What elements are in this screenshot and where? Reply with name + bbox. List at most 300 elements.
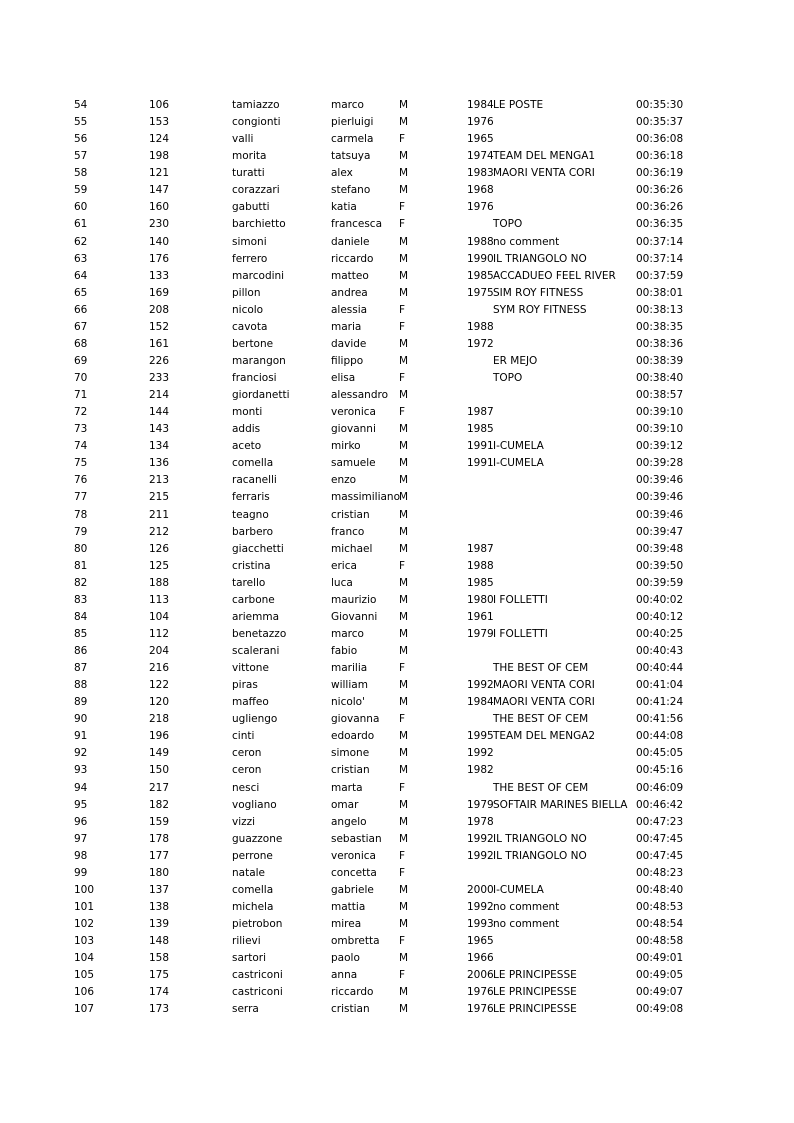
surname-cell: scalerani (232, 645, 280, 657)
position-cell: 78 (74, 508, 88, 521)
table-row (0, 660, 794, 677)
birth-year-cell: 1992 (467, 679, 494, 692)
sex-cell: M (399, 815, 409, 828)
bib-cell: 211 (149, 508, 170, 521)
bib-cell: 150 (149, 764, 170, 777)
time-cell: 00:35:30 (636, 99, 684, 111)
position-cell: 55 (74, 116, 88, 129)
bib-cell: 182 (149, 798, 170, 811)
position-cell: 76 (74, 474, 88, 487)
time-cell: 00:35:37 (636, 116, 684, 129)
table-row (0, 199, 794, 216)
first-name-cell: ombretta (331, 935, 380, 948)
first-name-cell: davide (331, 337, 367, 350)
bib-cell: 148 (149, 935, 170, 948)
first-name-cell: katia (331, 201, 357, 214)
position-cell: 90 (74, 713, 88, 726)
first-name-cell: nicolo' (331, 696, 365, 709)
surname-cell: castriconi (232, 986, 283, 999)
first-name-cell: Giovanni (331, 610, 378, 623)
position-cell: 71 (74, 389, 88, 402)
time-cell: 00:39:28 (636, 457, 684, 470)
first-name-cell: stefano (331, 184, 371, 197)
first-name-cell: tatsuya (331, 150, 371, 163)
position-cell: 96 (74, 815, 88, 828)
sex-cell: M (399, 116, 409, 129)
table-row (0, 114, 794, 131)
table-row (0, 831, 794, 848)
table-row (0, 558, 794, 575)
sex-cell: M (399, 986, 409, 999)
sex-cell: M (399, 730, 409, 743)
surname-cell: monti (232, 406, 263, 419)
sex-cell: F (399, 781, 406, 794)
position-cell: 104 (74, 952, 95, 965)
surname-cell: ceron (232, 764, 262, 777)
table-row (0, 916, 794, 933)
first-name-cell: alessandro (331, 389, 389, 402)
bib-cell: 158 (149, 952, 170, 965)
birth-year-cell: 1979 (467, 798, 494, 811)
birth-year-cell: 1976 (467, 116, 494, 129)
first-name-cell: riccardo (331, 986, 374, 999)
first-name-cell: enzo (331, 474, 357, 487)
sex-cell: M (399, 99, 409, 111)
bib-cell: 149 (149, 747, 170, 760)
position-cell: 98 (74, 849, 88, 862)
birth-year-cell: 1988 (467, 320, 494, 333)
bib-cell: 188 (149, 576, 170, 589)
first-name-cell: daniele (331, 235, 370, 248)
table-row (0, 967, 794, 984)
team-cell: IL TRIANGOLO NO (493, 832, 587, 845)
table-row (0, 421, 794, 438)
table-row (0, 148, 794, 165)
table-row (0, 319, 794, 336)
table-row (0, 694, 794, 711)
surname-cell: aceto (232, 440, 262, 453)
birth-year-cell: 1966 (467, 952, 494, 965)
sex-cell: M (399, 576, 409, 589)
birth-year-cell: 1980 (467, 593, 494, 606)
bib-cell: 169 (149, 286, 170, 299)
surname-cell: barchietto (232, 218, 286, 231)
first-name-cell: filippo (331, 354, 364, 367)
bib-cell: 218 (149, 713, 170, 726)
birth-year-cell: 1993 (467, 918, 494, 930)
surname-cell: nicolo (232, 303, 264, 316)
table-row (0, 865, 794, 882)
sex-cell: F (399, 866, 406, 879)
sex-cell: M (399, 269, 409, 282)
bib-cell: 208 (149, 303, 170, 316)
position-cell: 81 (74, 559, 88, 572)
bib-cell: 177 (149, 849, 170, 862)
sex-cell: M (399, 627, 409, 640)
birth-year-cell: 1988 (467, 235, 494, 248)
first-name-cell: francesca (331, 218, 383, 231)
team-cell: TOPO (493, 218, 523, 231)
table-row (0, 438, 794, 455)
table-row (0, 268, 794, 285)
position-cell: 77 (74, 491, 88, 504)
position-cell: 63 (74, 252, 88, 265)
position-cell: 93 (74, 764, 88, 777)
bib-cell: 121 (149, 167, 170, 180)
time-cell: 00:37:14 (636, 252, 684, 265)
bib-cell: 134 (149, 440, 170, 453)
sex-cell: M (399, 508, 409, 521)
time-cell: 00:37:14 (636, 235, 684, 248)
time-cell: 00:48:40 (636, 883, 684, 896)
team-cell: SIM ROY FITNESS (493, 286, 584, 299)
birth-year-cell: 1985 (467, 423, 494, 436)
bib-cell: 233 (149, 372, 170, 384)
birth-year-cell: 1976 (467, 986, 494, 999)
first-name-cell: giovanna (331, 713, 380, 726)
bib-cell: 106 (149, 99, 170, 111)
bib-cell: 217 (149, 781, 170, 794)
bib-cell: 159 (149, 815, 170, 828)
surname-cell: ferrero (232, 252, 268, 265)
surname-cell: pietrobon (232, 918, 283, 930)
position-cell: 72 (74, 406, 88, 419)
sex-cell: M (399, 679, 409, 692)
position-cell: 66 (74, 303, 88, 316)
birth-year-cell: 1978 (467, 815, 494, 828)
surname-cell: vittone (232, 662, 269, 675)
position-cell: 60 (74, 201, 88, 214)
surname-cell: ferraris (232, 491, 270, 504)
bib-cell: 215 (149, 491, 170, 504)
sex-cell: M (399, 167, 409, 180)
position-cell: 84 (74, 610, 88, 623)
surname-cell: racanelli (232, 474, 277, 487)
surname-cell: tarello (232, 576, 266, 589)
time-cell: 00:36:35 (636, 218, 684, 231)
surname-cell: vizzi (232, 815, 256, 828)
table-row (0, 711, 794, 728)
bib-cell: 214 (149, 389, 170, 402)
table-row (0, 302, 794, 319)
team-cell: no comment (493, 900, 560, 913)
first-name-cell: angelo (331, 815, 367, 828)
table-row (0, 507, 794, 524)
sex-cell: M (399, 900, 409, 913)
table-row (0, 131, 794, 148)
time-cell: 00:46:09 (636, 781, 684, 794)
table-row (0, 762, 794, 779)
surname-cell: guazzone (232, 832, 283, 845)
surname-cell: morita (232, 150, 267, 163)
time-cell: 00:45:16 (636, 764, 684, 777)
birth-year-cell: 1968 (467, 184, 494, 197)
position-cell: 74 (74, 440, 88, 453)
first-name-cell: anna (331, 969, 358, 982)
bib-cell: 137 (149, 883, 170, 896)
first-name-cell: paolo (331, 952, 360, 965)
surname-cell: benetazzo (232, 627, 287, 640)
position-cell: 107 (74, 1003, 95, 1016)
surname-cell: comella (232, 457, 274, 470)
table-row (0, 455, 794, 472)
position-cell: 94 (74, 781, 88, 794)
table-row (0, 489, 794, 506)
bib-cell: 230 (149, 218, 170, 231)
bib-cell: 147 (149, 184, 170, 197)
time-cell: 00:38:35 (636, 320, 684, 333)
bib-cell: 136 (149, 457, 170, 470)
bib-cell: 196 (149, 730, 170, 743)
sex-cell: M (399, 150, 409, 163)
first-name-cell: elisa (331, 372, 356, 384)
surname-cell: ugliengo (232, 713, 278, 726)
surname-cell: franciosi (232, 372, 277, 384)
birth-year-cell: 1965 (467, 935, 494, 948)
first-name-cell: luca (331, 576, 353, 589)
first-name-cell: gabriele (331, 883, 374, 896)
sex-cell: M (399, 1003, 409, 1016)
time-cell: 00:39:46 (636, 491, 684, 504)
first-name-cell: michael (331, 542, 373, 555)
table-row (0, 251, 794, 268)
table-row (0, 404, 794, 421)
time-cell: 00:38:01 (636, 286, 684, 299)
bib-cell: 152 (149, 320, 170, 333)
sex-cell: F (399, 849, 406, 862)
birth-year-cell: 1985 (467, 576, 494, 589)
table-row (0, 933, 794, 950)
surname-cell: piras (232, 679, 258, 692)
team-cell: SYM ROY FITNESS (493, 303, 587, 316)
surname-cell: valli (232, 133, 254, 146)
sex-cell: M (399, 440, 409, 453)
bib-cell: 126 (149, 542, 170, 555)
birth-year-cell: 1990 (467, 252, 494, 265)
table-row (0, 97, 794, 114)
position-cell: 61 (74, 218, 88, 231)
position-cell: 79 (74, 525, 88, 538)
surname-cell: cristina (232, 559, 271, 572)
time-cell: 00:36:19 (636, 167, 684, 180)
table-row (0, 285, 794, 302)
surname-cell: ariemma (232, 610, 280, 623)
birth-year-cell: 1979 (467, 627, 494, 640)
first-name-cell: carmela (331, 133, 374, 146)
team-cell: THE BEST OF CEM (493, 662, 589, 675)
table-row (0, 182, 794, 199)
time-cell: 00:46:42 (636, 798, 684, 811)
surname-cell: tamiazzo (232, 99, 280, 111)
table-row (0, 472, 794, 489)
table-row (0, 728, 794, 745)
birth-year-cell: 1983 (467, 167, 494, 180)
surname-cell: congionti (232, 116, 281, 129)
surname-cell: serra (232, 1003, 259, 1016)
surname-cell: sartori (232, 952, 266, 965)
position-cell: 67 (74, 320, 88, 333)
sex-cell: F (399, 303, 406, 316)
birth-year-cell: 1984 (467, 696, 494, 709)
time-cell: 00:49:05 (636, 969, 684, 982)
time-cell: 00:49:01 (636, 952, 684, 965)
first-name-cell: alessia (331, 303, 368, 316)
table-row (0, 882, 794, 899)
bib-cell: 122 (149, 679, 170, 692)
table-row (0, 780, 794, 797)
sex-cell: F (399, 713, 406, 726)
team-cell: MAORI VENTA CORI (493, 696, 595, 709)
surname-cell: giacchetti (232, 542, 284, 555)
time-cell: 00:47:45 (636, 832, 684, 845)
bib-cell: 176 (149, 252, 170, 265)
table-row (0, 370, 794, 387)
team-cell: TOPO (493, 372, 523, 384)
birth-year-cell: 1991 (467, 457, 494, 470)
birth-year-cell: 1985 (467, 269, 494, 282)
surname-cell: perrone (232, 849, 273, 862)
bib-cell: 144 (149, 406, 170, 419)
birth-year-cell: 1992 (467, 900, 494, 913)
position-cell: 82 (74, 576, 88, 589)
time-cell: 00:39:46 (636, 508, 684, 521)
table-row (0, 524, 794, 541)
sex-cell: F (399, 133, 406, 146)
time-cell: 00:40:44 (636, 662, 684, 675)
sex-cell: M (399, 918, 409, 930)
surname-cell: gabutti (232, 201, 270, 214)
sex-cell: F (399, 201, 406, 214)
sex-cell: M (399, 883, 409, 896)
first-name-cell: alex (331, 167, 353, 180)
sex-cell: F (399, 372, 406, 384)
position-cell: 88 (74, 679, 88, 692)
team-cell: TEAM DEL MENGA2 (493, 730, 596, 743)
time-cell: 00:38:40 (636, 372, 684, 384)
first-name-cell: marilia (331, 662, 368, 675)
first-name-cell: veronica (331, 406, 376, 419)
birth-year-cell: 1982 (467, 764, 494, 777)
position-cell: 105 (74, 969, 95, 982)
position-cell: 83 (74, 593, 88, 606)
sex-cell: M (399, 798, 409, 811)
time-cell: 00:38:39 (636, 354, 684, 367)
team-cell: ER MEJO (493, 354, 538, 367)
sex-cell: M (399, 457, 409, 470)
sex-cell: M (399, 696, 409, 709)
team-cell: I-CUMELA (493, 440, 544, 453)
surname-cell: comella (232, 883, 274, 896)
team-cell: THE BEST OF CEM (493, 713, 589, 726)
team-cell: ACCADUEO FEEL RIVER (493, 269, 616, 282)
time-cell: 00:36:08 (636, 133, 684, 146)
table-row (0, 797, 794, 814)
birth-year-cell: 1987 (467, 406, 494, 419)
time-cell: 00:44:08 (636, 730, 684, 743)
birth-year-cell: 1995 (467, 730, 494, 743)
first-name-cell: franco (331, 525, 365, 538)
position-cell: 73 (74, 423, 88, 436)
sex-cell: M (399, 952, 409, 965)
surname-cell: giordanetti (232, 389, 290, 402)
first-name-cell: simone (331, 747, 370, 760)
bib-cell: 124 (149, 133, 170, 146)
first-name-cell: cristian (331, 764, 370, 777)
surname-cell: michela (232, 900, 274, 913)
first-name-cell: erica (331, 559, 357, 572)
sex-cell: M (399, 542, 409, 555)
bib-cell: 173 (149, 1003, 170, 1016)
birth-year-cell: 1961 (467, 610, 494, 623)
bib-cell: 133 (149, 269, 170, 282)
bib-cell: 226 (149, 354, 170, 367)
first-name-cell: mirko (331, 440, 361, 453)
time-cell: 00:47:23 (636, 815, 684, 828)
sex-cell: F (399, 935, 406, 948)
birth-year-cell: 1972 (467, 337, 494, 350)
team-cell: IL TRIANGOLO NO (493, 849, 587, 862)
birth-year-cell: 2006 (467, 969, 494, 982)
sex-cell: M (399, 184, 409, 197)
table-row (0, 353, 794, 370)
time-cell: 00:41:56 (636, 713, 684, 726)
bib-cell: 112 (149, 627, 170, 640)
bib-cell: 175 (149, 969, 170, 982)
birth-year-cell: 1987 (467, 542, 494, 555)
bib-cell: 138 (149, 900, 170, 913)
sex-cell: M (399, 235, 409, 248)
position-cell: 56 (74, 133, 88, 146)
team-cell: I-CUMELA (493, 457, 544, 470)
sex-cell: F (399, 969, 406, 982)
bib-cell: 213 (149, 474, 170, 487)
position-cell: 70 (74, 372, 88, 384)
surname-cell: bertone (232, 337, 274, 350)
team-cell: MAORI VENTA CORI (493, 167, 595, 180)
first-name-cell: mirea (331, 918, 362, 930)
position-cell: 100 (74, 883, 95, 896)
surname-cell: cinti (232, 730, 255, 743)
first-name-cell: samuele (331, 457, 376, 470)
position-cell: 69 (74, 354, 88, 367)
surname-cell: rilievi (232, 935, 261, 948)
first-name-cell: marta (331, 781, 363, 794)
time-cell: 00:41:04 (636, 679, 684, 692)
sex-cell: M (399, 389, 409, 402)
position-cell: 54 (74, 99, 88, 111)
team-cell: I FOLLETTI (493, 627, 548, 640)
table-row (0, 984, 794, 1001)
time-cell: 00:48:58 (636, 935, 684, 948)
time-cell: 00:39:10 (636, 423, 684, 436)
first-name-cell: giovanni (331, 423, 376, 436)
first-name-cell: marco (331, 99, 364, 111)
bib-cell: 140 (149, 235, 170, 248)
birth-year-cell: 1965 (467, 133, 494, 146)
time-cell: 00:39:59 (636, 576, 684, 589)
first-name-cell: sebastian (331, 832, 382, 845)
first-name-cell: veronica (331, 849, 376, 862)
time-cell: 00:48:23 (636, 866, 684, 879)
first-name-cell: maurizio (331, 593, 377, 606)
table-row (0, 1001, 794, 1018)
position-cell: 97 (74, 832, 88, 845)
team-cell: I-CUMELA (493, 883, 544, 896)
first-name-cell: edoardo (331, 730, 375, 743)
first-name-cell: mattia (331, 900, 366, 913)
first-name-cell: william (331, 679, 368, 692)
birth-year-cell: 1976 (467, 1003, 494, 1016)
